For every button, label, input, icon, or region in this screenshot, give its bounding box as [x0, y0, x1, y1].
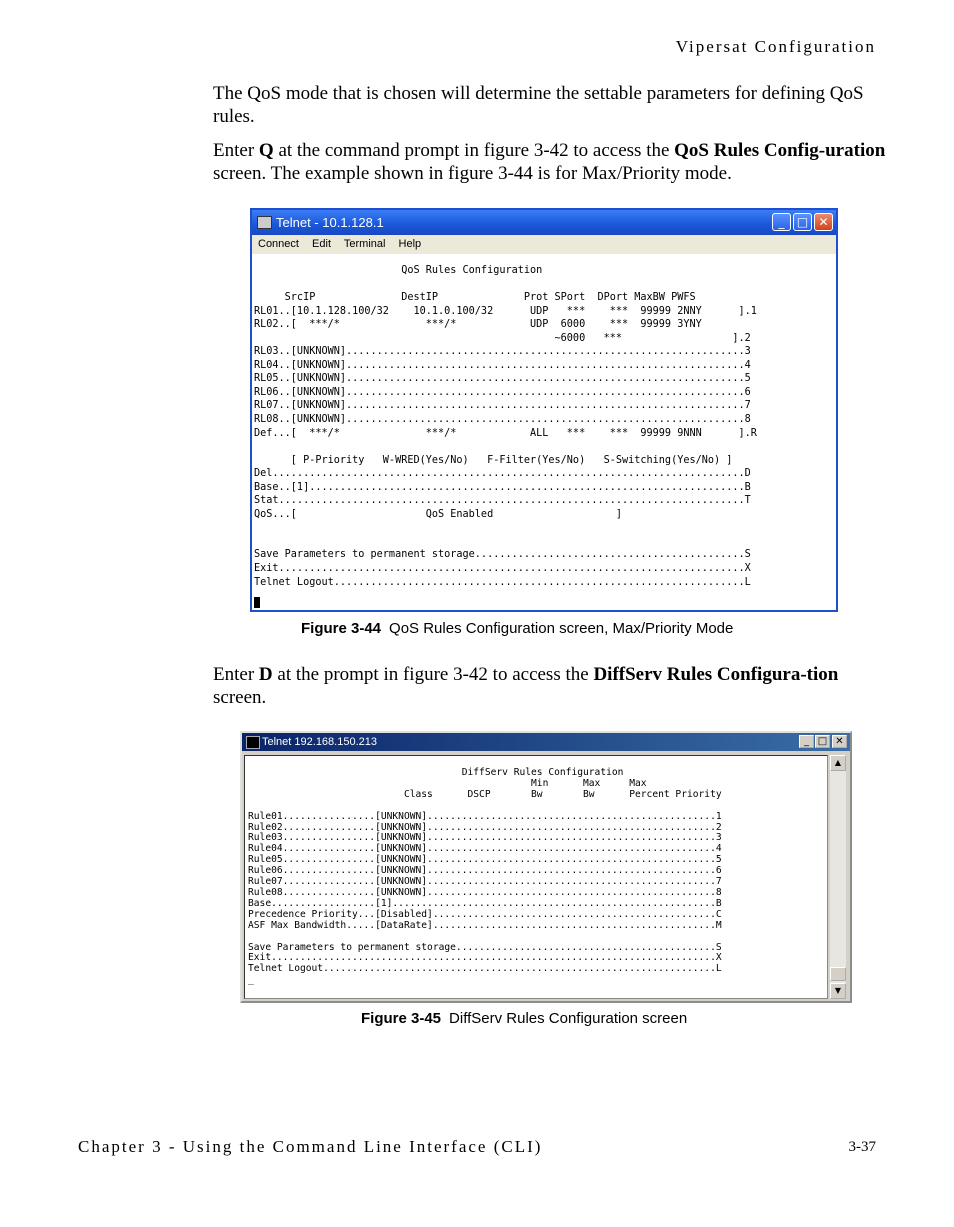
scroll-down-arrow-icon[interactable]: ▼ [830, 983, 846, 999]
figure-caption-3-45 [361, 1010, 687, 1027]
screen-name-qos: QoS Rules Config-uration [674, 140, 886, 161]
terminal-line: Exit............................................................................X [254, 563, 751, 575]
terminal-line: DiffServ Rules Configuration [248, 767, 624, 778]
paragraph-qos-mode: The QoS mode that is chosen will determine the settable parameters for defining QoS rules. [213, 83, 864, 127]
terminal-line: Rule03................[UNKNOWN]..................................................3 [248, 832, 722, 844]
title-bar[interactable] [242, 733, 850, 751]
vertical-scrollbar[interactable] [830, 755, 846, 999]
menu-connect[interactable]: Connect [258, 238, 299, 250]
terminal-line [254, 521, 834, 535]
key-q: Q [258, 140, 274, 161]
window-title: Telnet 192.168.150.213 [262, 736, 377, 748]
telnet-window-diffserv [240, 731, 852, 1003]
telnet-app-icon [257, 216, 272, 229]
terminal-line: SrcIP DestIP Prot SPort DPort MaxBW PWFS [254, 292, 696, 304]
terminal-line: RL03..[UNKNOWN].................................................................3 [254, 346, 751, 358]
terminal-line: Base..................[1]........................................................B [248, 897, 722, 909]
caption-label: Figure 3-45 [361, 1010, 442, 1027]
terminal-line: Rule08................[UNKNOWN]..................................................8 [248, 886, 722, 898]
terminal-line: Telnet Logout....................................................................L [248, 963, 722, 975]
text: Enter [213, 140, 259, 161]
terminal-screen[interactable] [248, 768, 722, 986]
text: screen. [213, 687, 267, 708]
paragraph-enter-d [213, 663, 893, 709]
caption-text: DiffServ Rules Configuration screen [449, 1010, 688, 1027]
paragraph-enter-q [213, 139, 893, 185]
terminal-line: Rule02................[UNKNOWN]..................................................2 [248, 821, 722, 833]
screen-name-diffserv: DiffServ Rules Configura-tion [593, 664, 839, 685]
close-button[interactable]: ✕ [814, 213, 833, 231]
terminal-line [254, 535, 834, 549]
scroll-up-arrow-icon[interactable]: ▲ [830, 755, 846, 771]
terminal-line: RL05..[UNKNOWN].................................................................5 [254, 373, 751, 385]
terminal-line [254, 440, 834, 454]
title-bar[interactable] [252, 210, 836, 235]
terminal-line: Precedence Priority...[Disabled].................................................C [248, 908, 722, 920]
footer-chapter: Chapter 3 - Using the Command Line Interface (CLI) [78, 1137, 543, 1156]
terminal-line: Del.............................................................................D [254, 468, 751, 480]
terminal-line: Class DSCP Bw Bw Percent Priority [248, 788, 722, 800]
menu-terminal[interactable]: Terminal [343, 238, 386, 250]
menu-help[interactable]: Help [398, 238, 422, 250]
terminal-area[interactable] [244, 755, 828, 999]
running-header: Vipersat Configuration [675, 37, 876, 56]
terminal-line: RL01..[10.1.128.100/32 10.1.0.100/32 UDP *** *** 99999 2NNY ].1 [254, 305, 757, 317]
caption-label: Figure 3-44 [301, 620, 382, 637]
terminal-screen[interactable] [254, 264, 834, 589]
terminal-line [254, 278, 834, 292]
terminal-line: ~6000 *** ].2 [254, 332, 751, 344]
terminal-cursor [254, 597, 260, 608]
terminal-line [248, 932, 722, 943]
terminal-line: RL07..[UNKNOWN].................................................................7 [254, 400, 751, 412]
telnet-window-qos [250, 208, 838, 612]
text: at the prompt in figure 3-42 to access the [272, 664, 594, 685]
scroll-thumb[interactable] [830, 967, 846, 981]
caption-text: QoS Rules Configuration screen, Max/Priority Mode [389, 620, 734, 637]
close-button[interactable]: ✕ [832, 735, 847, 748]
window-title: Telnet - 10.1.128.1 [276, 215, 384, 230]
key-d: D [258, 664, 273, 685]
terminal-line: Rule01................[UNKNOWN]..................................................1 [248, 810, 722, 822]
terminal-line: Rule06................[UNKNOWN]..................................................6 [248, 865, 722, 877]
terminal-line: Rule04................[UNKNOWN]..................................................4 [248, 843, 722, 855]
minimize-button[interactable]: _ [799, 735, 814, 748]
maximize-button[interactable]: □ [815, 735, 830, 748]
terminal-line: Save Parameters to permanent storage.............................................S [248, 941, 722, 953]
terminal-line: Rule07................[UNKNOWN]..................................................7 [248, 876, 722, 888]
terminal-line: QoS...[ QoS Enabled ] [254, 508, 623, 520]
terminal-line: Min Max Max [248, 777, 647, 789]
page-number: 3-37 [848, 1139, 876, 1155]
terminal-line: Stat............................................................................T [254, 495, 751, 507]
maximize-button[interactable]: □ [793, 213, 812, 231]
text: Enter [213, 664, 259, 685]
menu-bar [252, 235, 836, 254]
terminal-line: ASF Max Bandwidth.....[DataRate].................................................M [248, 919, 722, 931]
terminal-line: RL06..[UNKNOWN].................................................................6 [254, 386, 751, 398]
terminal-line: Telnet Logout...................................................................L [254, 576, 751, 588]
terminal-line: QoS Rules Configuration [254, 265, 543, 276]
terminal-line: Def...[ ***/* ***/* ALL *** *** 99999 9NNN ].R [254, 427, 757, 439]
minimize-button[interactable]: _ [772, 213, 791, 231]
console-icon [246, 736, 260, 749]
terminal-line [248, 801, 722, 812]
terminal-line: Exit.............................................................................X [248, 952, 722, 964]
text: at the command prompt in figure 3-42 to access the [273, 140, 675, 161]
text: screen. The example shown in figure 3-44 is for Max/Priority mode. [213, 163, 732, 184]
terminal-line: _ [248, 974, 254, 986]
terminal-line: RL08..[UNKNOWN].................................................................8 [254, 414, 751, 426]
terminal-line: Base..[1].......................................................................B [254, 481, 751, 493]
terminal-line: Rule05................[UNKNOWN]..................................................5 [248, 854, 722, 866]
figure-caption-3-44 [301, 620, 733, 637]
terminal-line: RL02..[ ***/* ***/* UDP 6000 *** 99999 3YNY [254, 319, 702, 331]
terminal-line: RL04..[UNKNOWN].................................................................4 [254, 359, 751, 371]
menu-edit[interactable]: Edit [312, 238, 332, 250]
terminal-line: Save Parameters to permanent storage............................................S [254, 549, 751, 561]
terminal-line: [ P-Priority W-WRED(Yes/No) F-Filter(Yes/No) S-Switching(Yes/No) ] [254, 454, 733, 466]
